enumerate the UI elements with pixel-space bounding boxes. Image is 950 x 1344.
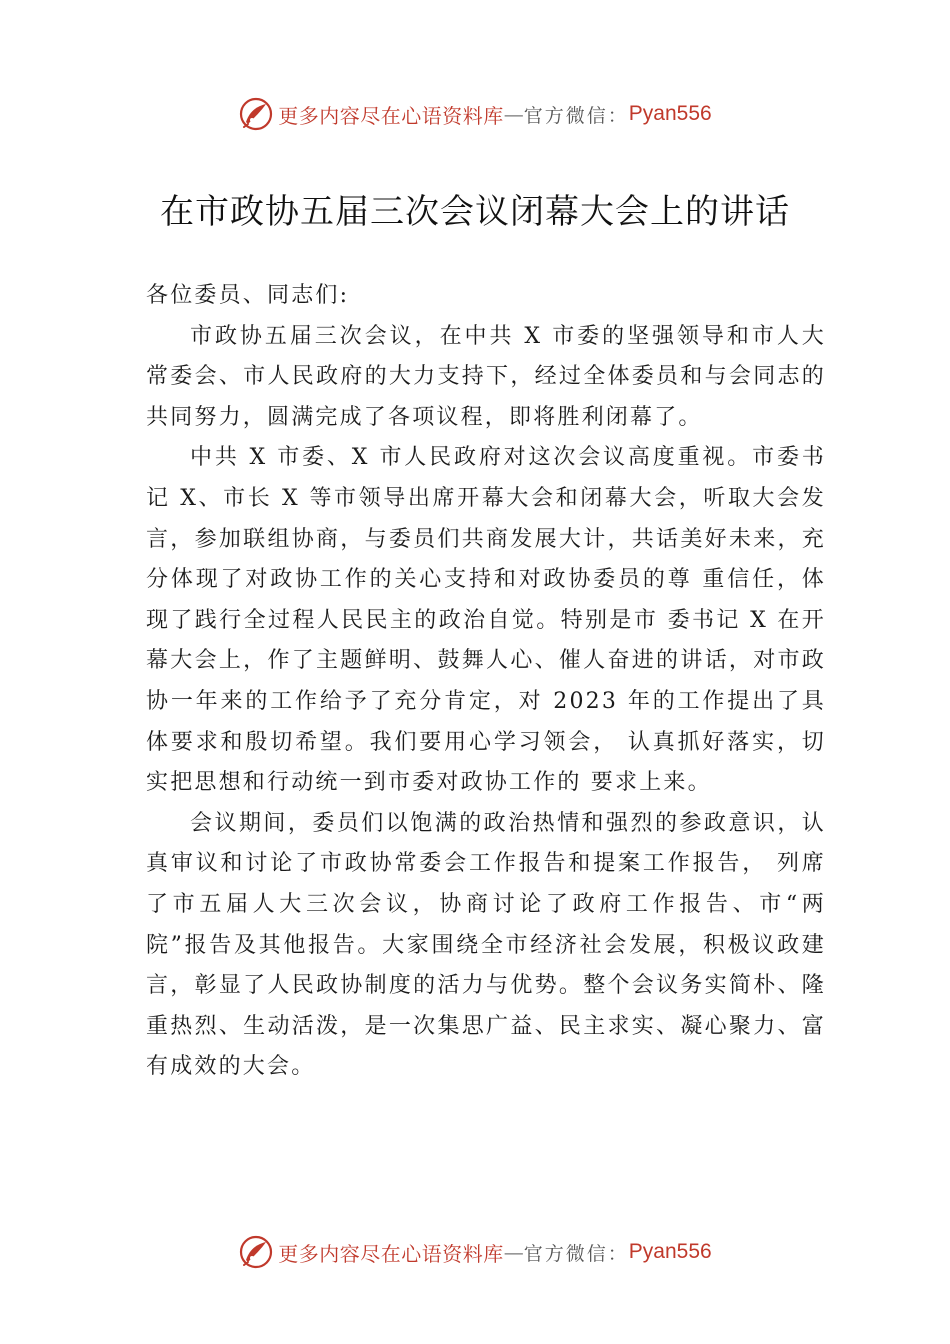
banner-dash: — xyxy=(503,102,524,126)
paragraph-1: 市政协五届三次会议，在中共 X 市委的坚强领导和市人大常委会、市人民政府的大力支持下，经过全体委员和与会同志的共同努力，圆满完成了各项议程，即将胜利闭幕了。 xyxy=(146,323,826,430)
paragraph-3: 会议期间，委员们以饱满的政治热情和强烈的参政意识，认真审议和讨论了市政协常委会工作报告和提案工作报告， 列席了市五届人大三次会议，协商讨论了政府工作报告、市“两院”报告及其他报告。大家围绕全市经济社会发展，积极议政建言，彰显了人民政协制度的活力与优势。整个会议务实简朴、隆重热烈、生动活泼，是一次集思广益、民主求实、凝心聚力、富有成效的大会。 xyxy=(146,810,826,1080)
brush-logo-icon xyxy=(238,96,274,132)
header-banner xyxy=(0,94,950,134)
banner-wechat-id: Pyan556 xyxy=(628,1240,712,1263)
brush-logo-icon xyxy=(238,1234,274,1270)
banner-wechat-label: 官方微信： xyxy=(523,1242,629,1265)
document-title: 在市政协五届三次会议闭幕大会上的讲话 xyxy=(160,192,790,232)
banner-brand-text: 更多内容尽在心语资料库 xyxy=(278,1241,504,1266)
banner-dash: — xyxy=(503,1240,524,1264)
banner-brand-text: 更多内容尽在心语资料库 xyxy=(278,103,504,128)
banner-wechat-id: Pyan556 xyxy=(628,102,712,125)
footer-banner xyxy=(0,1232,950,1272)
document-body xyxy=(146,276,826,1088)
paragraph-2: 中共 X 市委、X 市人民政府对这次会议高度重视。市委书记 X、市长 X 等市领导出席开幕大会和闭幕大会，听取大会发言，参加联组协商，与委员们共商发展大计，共话美好未来，充分体现了对政协工作的关心支持和对政协委员的尊 重信任，体现了践行全过程人民民主的政治自觉。特别是市 委书记 X 在开幕大会上，作了主题鲜明、鼓舞人心、催人奋进的讲话，对市政协一年来的工作给予了充分肯定，对 2023 年的工作提出了具体要求和殷切希望。我们要用心学习领会， 认真抓好落实，切实把思想和行动统一到市委对政协工作的 要求上来。 xyxy=(146,445,826,796)
salutation: 各位委员、同志们: xyxy=(146,283,350,308)
banner-wechat-label: 官方微信： xyxy=(523,104,629,127)
